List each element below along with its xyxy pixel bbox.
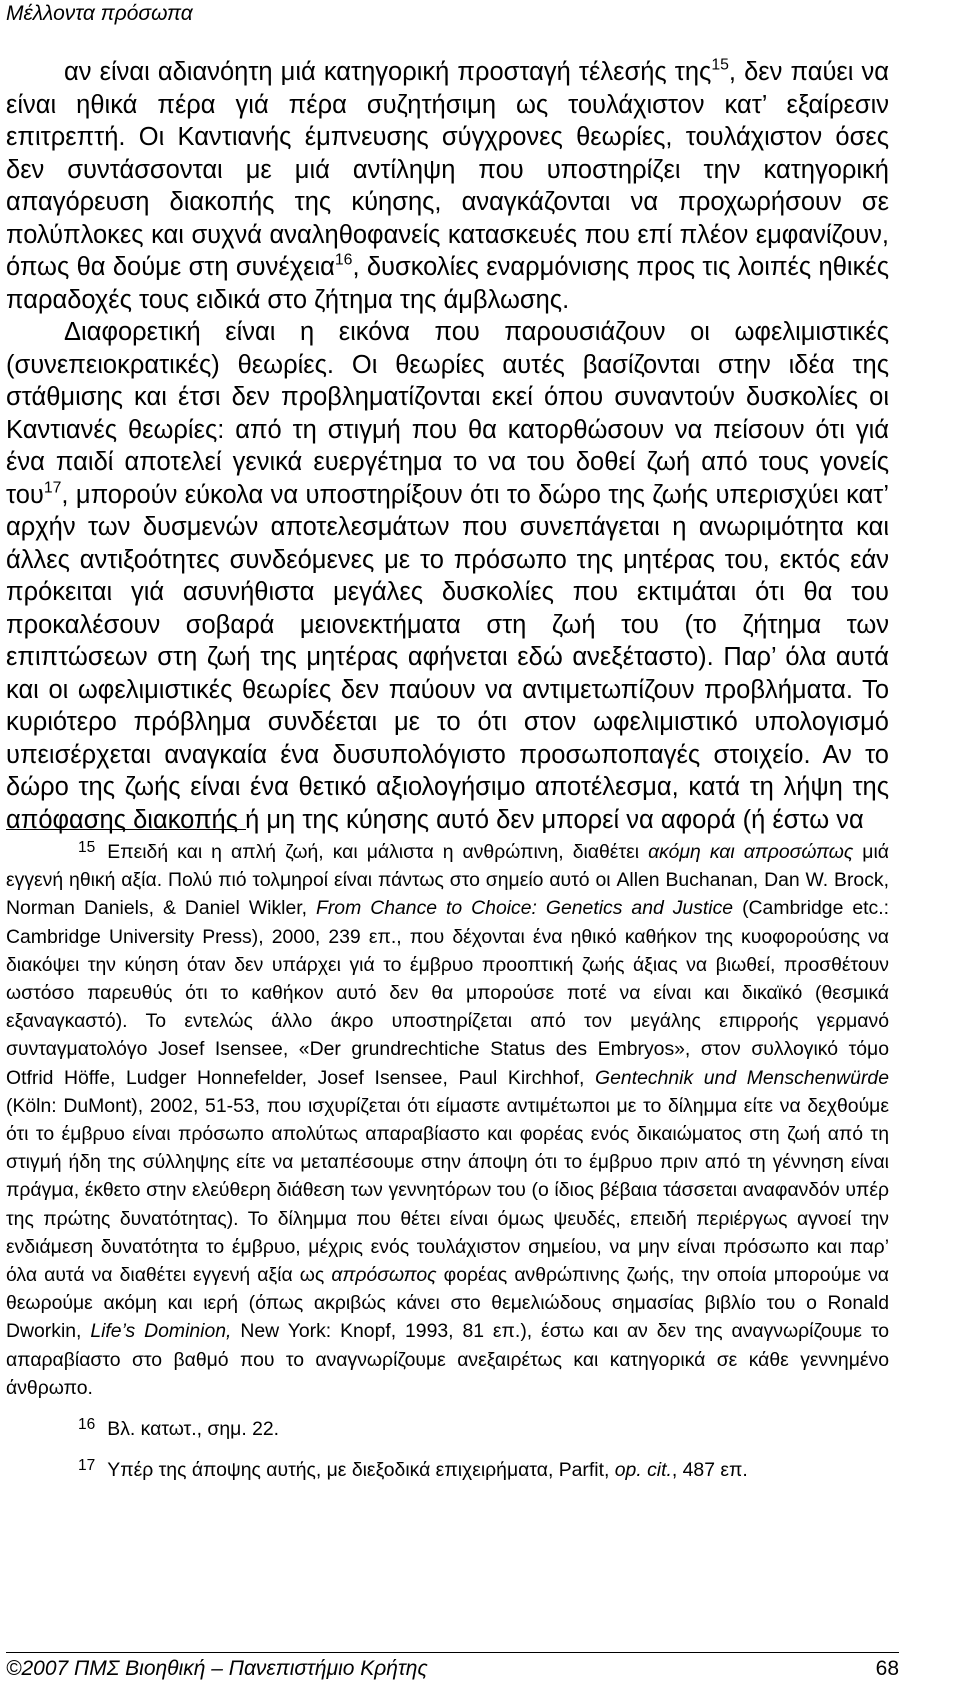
footnote-number: 17	[78, 1457, 96, 1475]
text-run: Βλ. κατωτ., σημ. 22.	[107, 1418, 280, 1441]
page-number: 68	[875, 1657, 899, 1680]
text-run: (Köln: DuMont), 2002, 51-53, που ισχυρίζεται ότι είμαστε αντιμέτωποι με το δίλημμα είτε να δεχθούμε ότι το έμβρυο είναι πρόσωπο απολύτως απαραβίαστο και φορέας ενός δικαιώματος στη ζωή από τη στιγμή ήδη της σύλληψης είτε να μεταπέσουμε στην άποψη ότι το έμβρυο πριν από τη γέννηση είναι πράγμα, έκθετο στην ελεύθερη διάθεση των γεννητόρων του (ο ίδιος βέβαια τάσσεται αναφανδόν υπέρ της πρώτης δυνατότητας). Το δίλημμα που θέτει είναι όμως ψευδές, επειδή περιέργως αγνοεί την ενδιάμεση δυνατότητα το έμβρυο, μέχρις ενός τουλάχιστον σημείου, να μην είναι πρόσωπο και παρ’ όλα αυτά να διαθέτει εγγενή αξία ως	[6, 1094, 889, 1287]
footnote-ref-15[interactable]: 15	[711, 56, 729, 74]
text-run: , δυσκολίες εναρμόνισης προς τις λοιπές ηθικές παραδοχές τους ειδικά στο ζήτημα της άμβλωσης.	[6, 253, 889, 314]
paragraph-1	[6, 56, 889, 316]
paragraph-2	[6, 316, 889, 836]
text-run: , 487 επ.	[671, 1459, 748, 1482]
footnote-16	[6, 1415, 889, 1443]
footnote-15	[6, 838, 889, 1402]
text-run: Διαφορετική είναι η εικόνα που παρουσιάζουν οι ωφελιμιστικές (συνεπειοκρατικές) θεωρίες. Οι θεωρίες αυτές βασίζονται στην ιδέα της στάθμισης και έτσι δεν προβληματίζονται εκεί όπου συναντούν δυσκολίες οι Καντιανές θεωρίες: από τη στιγμή που θα κατορθώσουν να πείσουν ότι γιά ένα παιδί αποτελεί γενικά ευεργέτημα το να του δοθεί ζωή από τους γονείς του	[6, 318, 889, 509]
footnotes	[6, 838, 889, 1484]
italic-run: απρόσωπος	[331, 1264, 437, 1287]
italic-run: From Chance to Choice: Genetics and Justice	[316, 897, 734, 920]
text-run: New York: Knopf, 1993, 81 επ.), έστω και αν δεν της αναγνωρίζουμε το απαραβίαστο στο βαθμό που το αναγνωρίζουμε ανεξαιρέτως και κατηγορικά σε κάθε γεννημένο άνθρωπο.	[6, 1320, 889, 1399]
footnote-separator	[6, 829, 246, 830]
footnote-number: 16	[78, 1415, 96, 1433]
footnote-ref-17[interactable]: 17	[43, 479, 62, 497]
text-run: αν είναι αδιανόητη μιά κατηγορική προσταγή τέλεσής της	[64, 58, 712, 86]
italic-run: Gentechnik und Menschenwürde	[595, 1066, 889, 1089]
footnote-17	[6, 1456, 889, 1484]
italic-run: Life’s Dominion,	[90, 1320, 232, 1343]
text-run: μιά εγγενή ηθική αξία. Πολύ πιό τολμηροί είναι πάντως στο σημείο αυτό οι Allen Buchanan, Dan W. Brock, Norman Daniels, & Daniel Wikler,	[6, 841, 889, 920]
footer-copyright: ©2007 ΠΜΣ Βιοηθική – Πανεπιστήμιο Κρήτης	[6, 1657, 428, 1680]
text-run: , μπορούν εύκολα να υποστηρίξουν ότι το δώρο της ζωής υπερισχύει κατ’ αρχήν των δυσμενών αποτελεσμάτων που συνεπάγεται η ανωριμότητα και άλλες αντιξοότητες συνδεόμενες με το πρόσωπο της μητέρας του, εκτός εάν πρόκειται γιά ασυνήθιστα μεγάλες δυσκολίες που εκτιμάται ότι θα του προκαλέσουν σοβαρά μειονεκτήματα στη ζωή του (το ζήτημα των επιπτώσεων στη ζωή της μητέρας αφήνεται εδώ ανεξέταστο). Παρ’ όλα αυτά και οι ωφελιμιστικές θεωρίες δεν παύουν να αντιμετωπίζουν προβλήματα. Το κυριότερο πρόβλημα συνδέεται με το ότι στον ωφελιμιστικό υπολογισμό υπεισέρχεται αναγκαία ένα δυσυπολόγιστο προσωποπαγές στοιχείο. Αν το δώρο της ζωής είναι ένα θετικό αξιολογήσιμο αποτέλεσμα, κατά τη λήψη της απόφασης διακοπής ή μη της κύησης αυτό δεν μπορεί να αφορά (ή έστω να	[6, 480, 889, 834]
footnote-number: 15	[78, 838, 96, 856]
italic-run: ακόμη και απροσώπως	[648, 841, 854, 863]
text-run: (Cambridge etc.: Cambridge University Press), 2000, 239 επ., που δέχονται ένα ηθικό καθήκον της κυοφορούσης να διακόψει την κύηση όταν δεν υπάρχει γιά το έμβρυο προοπτική ζωής άξιας να βιωθεί, προσθέτουν ωστόσο παρευθύς ότι το καθήκον αυτό δεν θα μπορούσε ποτέ να είναι και δικαϊκό (θεσμικά εξαναγκαστό). Το εντελώς άλλο άκρο υποστηρίζεται από τον μεγάλης επιρροής γερμανό συνταγματολόγο Josef Isensee, «Der grundrechtiche Status des Embryos», στον συλλογικό τόμο Otfrid Höffe, Ludger Honnefelder, Josef Isensee, Paul Kirchhof,	[6, 897, 889, 1089]
text-run: Υπέρ της άποψης αυτής, με διεξοδικά επιχειρήματα, Parfit,	[107, 1459, 615, 1482]
footnote-ref-16[interactable]: 16	[334, 251, 353, 269]
running-title: Μέλλοντα πρόσωπα	[6, 2, 193, 25]
text-run: Επειδή και η απλή ζωή, και μάλιστα η ανθρώπινη, διαθέτει	[107, 841, 649, 863]
text-run: φορέας ανθρώπινης ζωής, την οποία μπορούμε να θεωρούμε ακόμη και ιερή (όπως ακριβώς κάνει στο θεμελιώδους σημασίας βιβλίο του ο Ronald Dworkin,	[6, 1264, 889, 1343]
main-text	[6, 56, 889, 836]
text-run: , δεν παύει να είναι ηθικά πέρα γιά πέρα συζητήσιμη ως τουλάχιστον κατ’ εξαίρεσιν επιτρεπτή. Οι Καντιανής έμπνευσης σύγχρονες θεωρίες, τουλάχιστον όσες δεν συντάσσονται με μιά αντίληψη που υποστηρίζει την κατηγορική απαγόρευση διακοπής της κύησης, αναγκάζονται να προχωρήσουν σε πολύπλοκες και συχνά αναληθοφανείς κατασκευές που επί πλέον εμφανίζουν, όπως θα δούμε στη συνέχεια	[6, 58, 889, 281]
italic-run: op. cit.	[614, 1459, 672, 1482]
page-footer	[6, 1652, 899, 1683]
